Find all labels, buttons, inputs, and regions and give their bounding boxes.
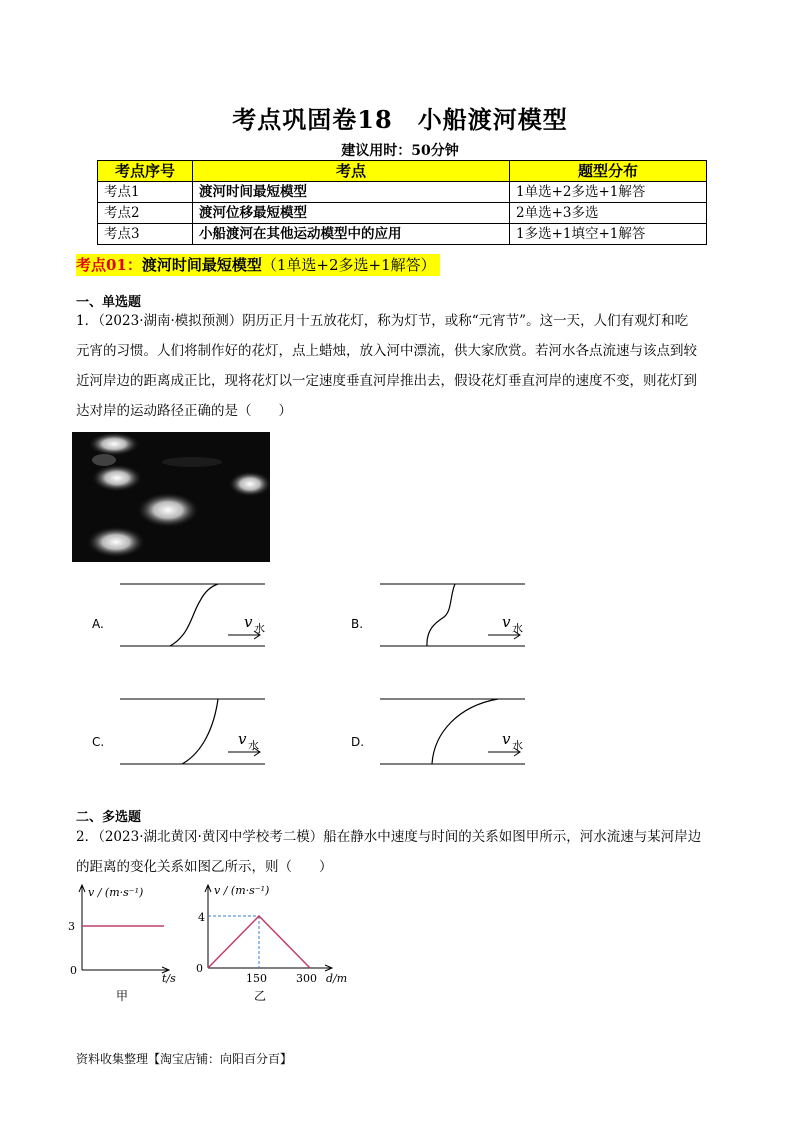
x-axis-label: d/m (326, 972, 348, 985)
table-header: 考点 (193, 161, 510, 182)
page-title: 考点巩固卷18 小船渡河模型 (232, 105, 568, 134)
footer-note: 资料收集整理【淘宝店铺：向阳百分百】 (76, 1052, 293, 1066)
table-row (98, 224, 707, 245)
graph-caption: 甲 (116, 989, 129, 1003)
option-c-label: C. (92, 735, 105, 749)
y-axis-label: v / (m·s⁻¹) (214, 884, 270, 897)
multi-choice-heading: 二、多选题 (76, 810, 142, 825)
question-line: 2．（2023·湖北黄冈·黄冈中学校考二模）船在静水中速度与时间的关系如图甲所示，河水流速与某河岸边 (76, 829, 702, 845)
question-2 (76, 822, 726, 882)
table-cell: 2单选+3多选 (510, 203, 707, 224)
section-label: 考点01： (76, 256, 142, 274)
x-axis-label: t/s (162, 972, 176, 985)
table-cell: 考点3 (98, 224, 193, 245)
y-tick-label: 3 (68, 920, 75, 933)
path-curve (182, 699, 218, 764)
option-b-label: B. (351, 617, 364, 631)
table-header: 题型分布 (510, 161, 707, 182)
option-a-label: A. (92, 617, 104, 631)
section-note: （1单选+2多选+1解答） (261, 256, 436, 274)
x-tick-label: 300 (296, 972, 317, 985)
table-cell: 考点2 (98, 203, 193, 224)
x-tick-label: 150 (246, 972, 267, 985)
velocity-subscript: 水 (512, 739, 523, 752)
origin-label: 0 (70, 964, 77, 977)
graph-yi (196, 882, 356, 1012)
section-heading (76, 254, 440, 276)
velocity-symbol: v (238, 730, 247, 748)
graph-caption: 乙 (254, 989, 267, 1003)
table-cell: 考点1 (98, 182, 193, 203)
y-tick-label: 4 (198, 911, 205, 924)
question-line: 元宵的习惯。人们将制作好的花灯，点上蜡烛，放入河中漂流，供大家欣赏。若河水各点流速与该点到较 (76, 343, 697, 359)
table-cell: 1单选+2多选+1解答 (510, 182, 707, 203)
path-curve (170, 584, 218, 646)
question-line: 1．（2023·湖南·模拟预测）阴历正月十五放花灯，称为灯节，或称“元宵节”。这一天，人们有观灯和吃 (76, 313, 689, 329)
path-curve (432, 699, 498, 764)
y-axis-label: v / (m·s⁻¹) (88, 886, 144, 899)
table-row (98, 182, 707, 203)
table-header-row (98, 161, 707, 182)
section-name: 渡河时间最短模型 (141, 256, 262, 274)
velocity-subscript: 水 (254, 622, 265, 635)
table-cell: 渡河时间最短模型 (193, 182, 510, 203)
topic-distribution-table (97, 160, 707, 245)
origin-label: 0 (196, 962, 203, 975)
suggested-time: 建议用时：50分钟 (341, 143, 459, 159)
question-line: 近河岸边的距离成正比，现将花灯以一定速度垂直河岸推出去，假设花灯垂直河岸的速度不变，则花灯到 (76, 373, 697, 389)
option-d-label: D. (351, 735, 365, 749)
table-header: 考点序号 (98, 161, 193, 182)
table-row (98, 203, 707, 224)
question-line: 达对岸的运动路径正确的是（ ） (76, 403, 292, 419)
table-cell: 渡河位移最短模型 (193, 203, 510, 224)
option-d-diagram (380, 698, 525, 766)
velocity-subscript: 水 (512, 622, 523, 635)
option-b-diagram (380, 583, 525, 648)
question-1 (76, 306, 726, 426)
velocity-symbol: v (244, 613, 253, 631)
question-line: 的距离的变化关系如图乙所示，则（ ） (76, 859, 333, 875)
lantern-photo (72, 432, 270, 562)
table-cell: 1多选+1填空+1解答 (510, 224, 707, 245)
table-cell: 小船渡河在其他运动模型中的应用 (193, 224, 510, 245)
velocity-symbol: v (502, 730, 511, 748)
single-choice-heading: 一、单选题 (76, 295, 142, 310)
path-curve (427, 584, 455, 646)
velocity-subscript: 水 (248, 739, 259, 752)
option-a-diagram (120, 583, 265, 648)
velocity-symbol: v (502, 613, 511, 631)
option-c-diagram (120, 698, 265, 766)
graph-jia (68, 882, 198, 1012)
